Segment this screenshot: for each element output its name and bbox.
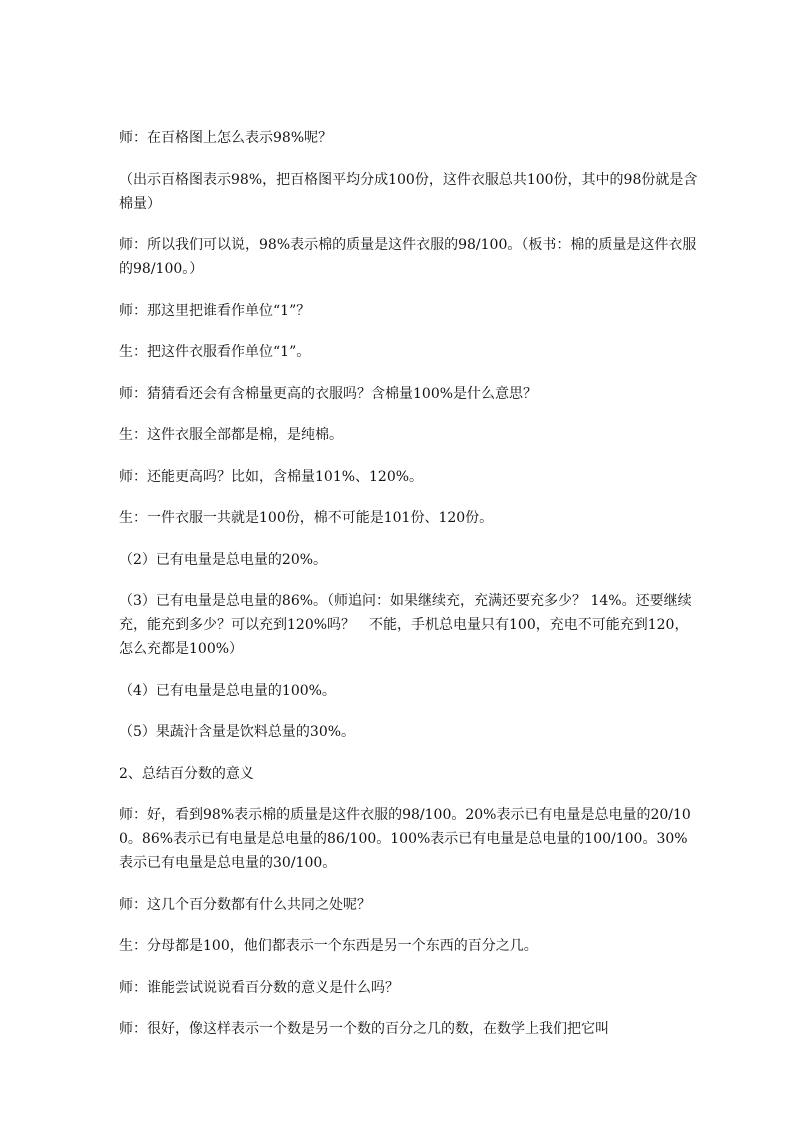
paragraph-8: 师：还能更高吗？比如，含棉量101%、120%。 (119, 468, 424, 485)
paragraph-3: 师：所以我们可以说，98%表示棉的质量是这件衣服的98/100。（板书：棉的质量是这件衣服的98/100。） (119, 237, 697, 277)
paragraph-4: 师：那这里把谁看作单位“1”？ (119, 302, 311, 319)
paragraph-11: （3）已有电量是总电量的86%。（师追问：如果继续充，充满还要充多少？ 14%。还要继续充，能充到多少？可以充到120%吗？ 不能，手机总电量只有100，充电不可能充到120，怎么充都是100%） (119, 593, 692, 657)
paragraph-16: 师：这几个百分数都有什么共同之处呢？ (119, 896, 371, 913)
document-page (119, 126, 699, 1059)
paragraph-18: 师：谁能尝试说说看百分数的意义是什么吗？ (119, 979, 399, 996)
paragraph-1: 师：在百格图上怎么表示98%呢？ (119, 130, 333, 146)
paragraph-12: （4）已有电量是总电量的100%。 (119, 682, 336, 699)
paragraph-10: （2）已有电量是总电量的20%。 (119, 551, 328, 568)
paragraph-19: 师：很好，像这样表示一个数是另一个数的百分之几的数，在数学上我们把它叫 (119, 1021, 609, 1037)
paragraph-17: 生：分母都是100，他们都表示一个东西是另一个东西的百分之几。 (119, 938, 538, 954)
paragraph-5: 生：把这件衣服看作单位“1”。 (119, 344, 311, 360)
paragraph-2: （出示百格图表示98%，把百格图平均分成100份，这件衣服总共100份，其中的98份就是含棉量） (119, 171, 698, 212)
paragraph-6: 师：猜猜看还会有含棉量更高的衣服吗？含棉量100%是什么意思？ (119, 385, 538, 402)
paragraph-13: （5）果蔬汁含量是饮料总量的30%。 (119, 724, 356, 740)
section-heading: 2、总结百分数的意义 (119, 765, 254, 782)
paragraph-15: 师：好，看到98%表示棉的质量是这件衣服的98/100。20%表示已有电量是总电量的20/100。86%表示已有电量是总电量的86/100。100%表示已有电量是总电量的100/100。30%表示已有电量是总电量的30/100。 (119, 807, 691, 871)
paragraph-9: 生：一件衣服一共就是100份，棉不可能是101份、120份。 (119, 510, 494, 526)
paragraph-7: 生：这件衣服全部都是棉，是纯棉。 (119, 427, 343, 443)
